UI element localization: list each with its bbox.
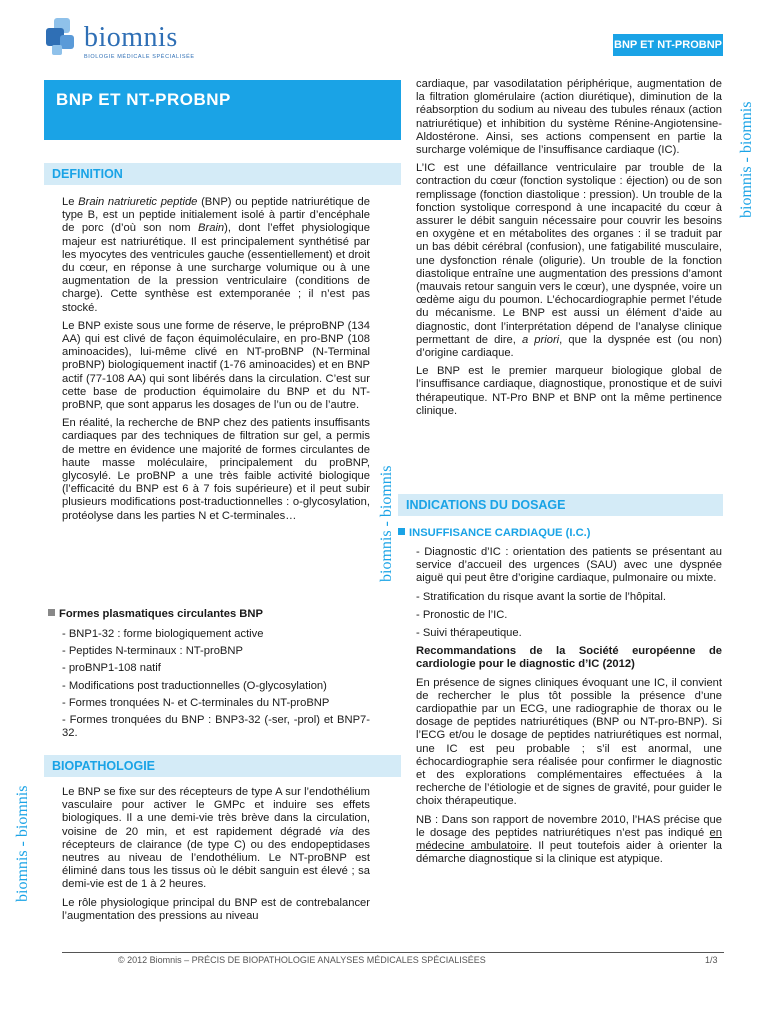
square-bullet-icon: [398, 528, 405, 535]
footer-page-number: 1/3: [705, 955, 718, 965]
forms-list: [62, 628, 370, 744]
ic-title-row: [398, 527, 722, 545]
title-box: [44, 80, 401, 140]
biopathologie-paragraph-2: Le rôle physiologique principal du BNP est de contrebalancer l’augmentation des pressions au niveau: [62, 896, 370, 922]
definition-column: [62, 196, 370, 528]
list-item: - Peptides N-terminaux : NT-proBNP: [62, 645, 243, 658]
page-title: BNP ET NT-PROBNP: [56, 90, 231, 109]
list-item: - BNP1-32 : forme biologiquement active: [62, 628, 264, 640]
section-header-definition: DEFINITION: [44, 163, 401, 185]
biopathologie-paragraph-1: Le BNP se fixe sur des récepteurs de type A sur l’endothélium vasculaire pour activer le GMPc et induire ses effets biologiques. Il a une demi-vie très brève dans la circulation, voisine de 20 min, et est rapidement dégradé via des récepteurs de clairance (de type C) ou des endopeptidases neutres au niveau de l’endothélium. Le NT-proBNP est éliminé dans tous les tissus où le débit sanguin est élevé ; sa demi-vie est de 1 à 2 heures.: [62, 786, 370, 891]
definition-paragraph-3: En réalité, la recherche de BNP chez des patients insuffisants cardiaques par des techniques de filtration sur gel, a permis de mettre en évidence une majorité de formes circulantes de haute masse moléculaire, principalement du proBNP, glycosylé. Le proBNP a une très faible activité biologique (l’efficacité du BNP est 6 à 7 fois supérieure) et il peut subir plusieurs modifications post-traductionnelles : o-glycosylation, protéolyse dans les parties N et C-terminales…: [62, 417, 370, 522]
ic-title: INSUFFISANCE CARDIAQUE (I.C.): [398, 527, 722, 540]
list-item: - Modifications post traductionnelles (O-glycosylation): [62, 679, 327, 692]
list-item: - Formes tronquées N- et C-terminales du NT-proBNP: [62, 696, 330, 709]
list-item: - Formes tronquées du BNP : BNP3-32 (-ser, -prol) et BNP7-32.: [62, 714, 370, 740]
right-column-top: [416, 78, 722, 423]
list-item: - Suivi thérapeutique.: [416, 627, 522, 640]
biopathologie-paragraph-3: cardiaque, par vasodilatation périphérique, augmentation de la filtration glomérulaire (action diurétique), diminution de la réabsorption du sodium au niveau des tubules rénaux (action natriurétique) et inhibition du système Rénine-Angiotensine-Aldostérone. Ainsi, ses actions compensent en partie la surcharge volémique de l’insuffisance cardiaque (IC).: [416, 78, 722, 157]
watermark-middle: biomnis - biomnis: [378, 465, 395, 582]
forms-title: Formes plasmatiques circulantes BNP: [48, 608, 370, 621]
square-bullet-icon: [48, 609, 55, 616]
biopathologie-paragraph-4: L’IC est une défaillance ventriculaire par trouble de la contraction du cœur (fonction systolique : éjection) ou de son remplissage (fonction diastolique : pression). Un trouble de la fonction systolique correspond à une incapacité du cœur à assurer le débit sanguin nécessaire pour couvrir les besoins en oxygène et en métabolites des organes : il se traduit par un bas débit cérébral (confusion), une fatigabilité musculaire, une dysfonction rénale (oligurie). Un trouble de la fonction diastolique entraîne une augmentation des pressions d’amont (mauvais retour sanguin vers le cœur), une dyspnée, voire un œdème aigu du poumon. L’échocardiographie permet l’étude du mécanisme. Le BNP est aussi un élément d’aide au diagnostic, dont l’interprétation dépend de l’analyse clinique permettant de dire, a priori, que la dyspnée est (ou non) d’origine cardiaque.: [416, 162, 723, 360]
footer-copyright: © 2012 Biomnis – PRÉCIS DE BIOPATHOLOGIE ANALYSES MÉDICALES SPÉCIALISÉES: [118, 955, 486, 965]
ambulatory-underline: en médecine ambulatoire: [416, 826, 722, 853]
list-item: - Diagnostic d’IC : orientation des patients se présentant au service d’accueil des urgences (SAU) avec une dyspnée aiguë qui peut être d’origine cardiaque, pulmonaire ou mixte.: [416, 546, 722, 585]
biomnis-logo: [44, 18, 194, 63]
list-item: - proBNP1-108 natif: [62, 662, 161, 675]
indications-column: [416, 546, 722, 871]
watermark-left: biomnis - biomnis: [14, 785, 31, 902]
list-item: - Stratification du risque avant la sortie de l’hôpital.: [416, 590, 666, 603]
definition-paragraph-2: Le BNP existe sous une forme de réserve, le préproBNP (134 AA) qui est clivé de façon équimoléculaire, en pro-BNP (108 aminoacides), lui-même clivé en NT-proBNP (N-Terminal proBNP) biologiquement inactif (1-76 aminoacides) et en BNP actif (77-108 AA) qui sont libérés dans la circulation. C’est sur cette base de production équimolaire du BNP et du NT-proBNP, que sont apparus les dosages de l’un ou de l’autre.: [62, 319, 370, 412]
logo-mark-icon: [44, 18, 80, 56]
recommendation-title: Recommandations de la Société européenne de cardiologie pour le diagnostic d’IC (2012): [416, 645, 722, 671]
forms-block: [48, 608, 370, 626]
logo-tagline: BIOLOGIE MÉDICALE SPÉCIALISÉE: [84, 54, 195, 60]
list-item: - Pronostic de l’IC.: [416, 608, 508, 621]
section-header-biopathologie: BIOPATHOLOGIE: [44, 755, 401, 777]
recommendation-text: En présence de signes cliniques évoquant une IC, il convient de rechercher le plus tôt possible la présence d’une cardiopathie par un ECG, une radiographie de thorax ou le dosage de peptides natriurétiques (BNP ou NT-pro-BNP). Si l’ECG et/ou le dosage de peptides natriurétiques est normal, une IC est peu probable ; s’il est anormal, une échocardiographie sera réalisée pour confirmer le diagnostic et des explorations complémentaires effectuées à la recherche de l’étiologie et de signes de gravité, pour guider le choix thérapeutique.: [416, 676, 722, 808]
watermark-right: biomnis - biomnis: [738, 101, 755, 218]
section-header-indications: INDICATIONS DU DOSAGE: [398, 494, 723, 516]
header-tag: BNP ET NT-PROBNP: [613, 34, 723, 56]
footer-divider: [62, 952, 724, 953]
logo-wordmark: biomnis: [84, 22, 178, 53]
biopathologie-column: [62, 786, 370, 928]
nb-paragraph: NB : Dans son rapport de novembre 2010, l’HAS précise que le dosage des peptides natriurétiques n’est pas indiqué en médecine ambulatoire. Il peut toutefois aider à orienter la démarche diagnostique si la clinique est atypique.: [416, 813, 722, 866]
biopathologie-paragraph-5: Le BNP est le premier marqueur biologique global de l’insuffisance cardiaque, diagnostique, pronostique et de suivi thérapeutique. NT-Pro BNP et BNP ont la même pertinence clinique.: [416, 365, 722, 417]
definition-paragraph-1: Le Brain natriuretic peptide (BNP) ou peptide natriurétique de type B, est un peptide initialement isolé à partir d’encéphale de porc (d’où son nom Brain), dont l’effet physiologique majeur est natriurétique. Il est principalement synthétisé par les myocytes des ventricules gauche (essentiellement) et droit du cœur, en réponse à une surcharge volumique ou à une augmentation de la pression ventriculaire (conditions de charge). Cette synthèse est extemporanée ; il n’est pas stocké.: [62, 196, 371, 314]
